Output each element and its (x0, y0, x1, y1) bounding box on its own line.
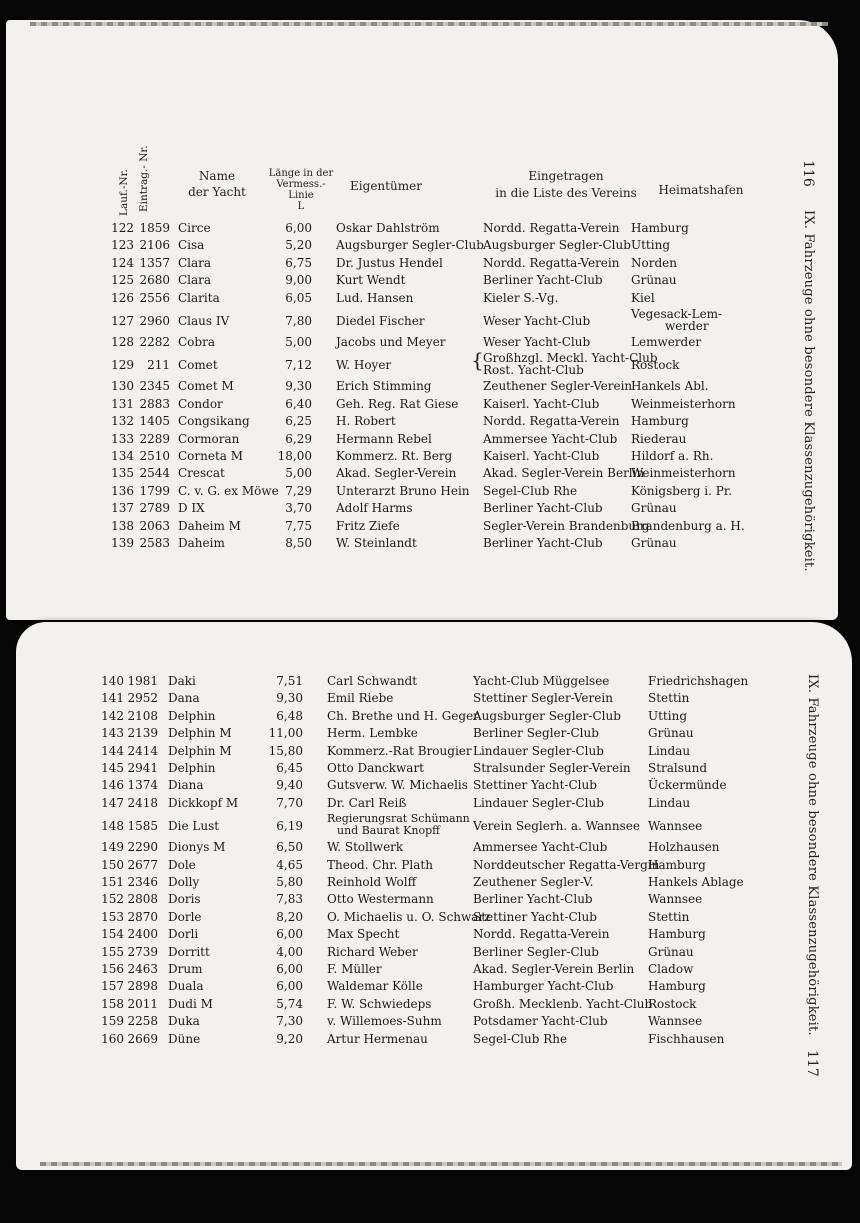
cell-len: 11,00 (268, 726, 303, 741)
cell-nr: 160 (101, 1031, 124, 1046)
cell-eintrag: 2789 (139, 501, 170, 516)
cell-eintrag: 2289 (139, 431, 170, 446)
cell-eintrag: 1585 (127, 819, 158, 834)
cell-nr: 153 (101, 909, 124, 924)
cell-len: 7,30 (276, 1014, 303, 1029)
cell-verein: Großh. Mecklenb. Yacht-Club (473, 996, 653, 1011)
cell-name: Congsikang (178, 414, 250, 429)
cell-hafen: Cladow (648, 962, 694, 976)
cell-nr: 126 (111, 290, 134, 305)
cell-name: Duka (168, 1014, 200, 1029)
cell-nr: 157 (101, 979, 124, 994)
cell-verein: Berliner Segler-Club (473, 944, 599, 959)
cell-name: Daheim (178, 536, 225, 550)
cell-nr: 142 (101, 708, 124, 723)
cell-hafen: Friedrichshagen (648, 674, 749, 688)
cell-len: 7,29 (285, 483, 312, 498)
cell-name: Dorle (168, 909, 202, 924)
header-name-line2: der Yacht (188, 185, 246, 199)
cell-eintrag: 2680 (139, 273, 170, 288)
header-laenge-line4: L (297, 201, 305, 212)
cell-eintrag: 2669 (127, 1031, 158, 1046)
cell-name: Dole (168, 857, 196, 872)
cell-name: Clara (178, 255, 212, 270)
cell-name: Delphin M (168, 743, 232, 758)
cell-verein: Stettiner Yacht-Club (473, 778, 597, 793)
cell-owner: Max Specht (327, 927, 400, 942)
cell-hafen: Kiel (631, 290, 655, 305)
cell-hafen: Wannsee (648, 892, 703, 907)
cell-verein: Augsburger Segler-Club (473, 708, 621, 723)
cell-owner2: und Baurat Knopff (337, 824, 440, 838)
cell-len: 9,20 (276, 1031, 303, 1046)
cell-len: 7,51 (276, 674, 303, 688)
cell-verein: Zeuthener Segler-V. (473, 875, 594, 889)
cell-name: Diana (168, 778, 204, 793)
cell-verein2: Rost. Yacht-Club (483, 363, 584, 378)
cell-name: Die Lust (168, 819, 220, 834)
cell-nr: 134 (111, 449, 134, 463)
cell-owner: Jacobs und Meyer (336, 335, 446, 349)
cell-name: Circe (178, 221, 211, 235)
cell-hafen: Vegesack-Lem- (631, 307, 723, 321)
cell-name: Delphin (168, 761, 216, 775)
cell-len: 8,50 (285, 536, 312, 550)
cell-name: Clarita (178, 290, 220, 305)
cell-eintrag: 2941 (127, 761, 158, 775)
cell-verein: Nordd. Regatta-Verein (483, 221, 620, 235)
cell-nr: 139 (111, 536, 134, 550)
cell-len: 9,30 (285, 379, 312, 394)
header-lauf-nr: Lauf.-Nr. (118, 169, 130, 216)
cell-name: Dana (168, 691, 200, 706)
cell-owner: H. Robert (336, 414, 396, 429)
cell-verein: Nordd. Regatta-Verein (483, 414, 620, 429)
cell-len: 6,40 (285, 396, 312, 411)
cell-eintrag: 1374 (127, 778, 158, 793)
cell-owner: O. Michaelis u. O. Schwarz (327, 909, 491, 924)
cell-owner: Richard Weber (327, 944, 418, 959)
cell-owner: Lud. Hansen (336, 290, 414, 305)
cell-verein: Großhzgl. Meckl. Yacht-Club (483, 351, 658, 366)
cell-len: 9,30 (276, 691, 303, 706)
cell-hafen: Rostock (648, 996, 697, 1011)
cell-eintrag: 2346 (127, 875, 158, 889)
cell-len: 6,50 (276, 840, 303, 855)
header-eingetragen-line2: in die Liste des Vereins (495, 186, 637, 200)
header-eintrag-nr: Eintrag.- Nr. (138, 145, 150, 212)
cell-hafen: Hamburg (631, 414, 689, 429)
cell-owner: Erich Stimming (336, 379, 432, 394)
cell-len: 6,29 (285, 431, 312, 446)
cell-nr: 147 (101, 795, 124, 810)
cell-len: 7,75 (285, 518, 312, 533)
cell-verein: Lindauer Segler-Club (473, 743, 604, 758)
header-eingetragen-line1: Eingetragen (528, 169, 604, 183)
cell-eintrag: 1859 (139, 221, 170, 235)
cell-verein: Hamburger Yacht-Club (473, 979, 614, 994)
cell-len: 3,70 (285, 501, 312, 516)
cell-name: Delphin (168, 708, 216, 723)
cell-owner: W. Stollwerk (327, 840, 404, 855)
cell-owner: Unterarzt Bruno Hein (336, 483, 470, 498)
cell-eintrag: 2108 (127, 708, 158, 723)
cell-owner: Otto Danckwart (327, 761, 425, 775)
cell-nr: 137 (111, 501, 134, 516)
cell-verein: Berliner Yacht-Club (473, 892, 593, 907)
cell-verein: Nordd. Regatta-Verein (483, 255, 620, 270)
cell-nr: 152 (101, 892, 124, 907)
cell-owner: Reinhold Wolff (327, 875, 417, 889)
cell-eintrag: 2739 (127, 944, 158, 959)
cell-owner: F. W. Schwiedeps (327, 996, 432, 1011)
page-edge-stripe (30, 22, 828, 26)
bottom-page (16, 622, 852, 1170)
cell-owner: W. Hoyer (336, 358, 392, 373)
cell-nr: 133 (111, 431, 134, 446)
cell-hafen: Hamburg (648, 927, 706, 942)
cell-verein: Lindauer Segler-Club (473, 795, 604, 810)
cell-nr: 130 (111, 379, 134, 394)
cell-nr: 146 (101, 778, 124, 793)
cell-eintrag: 2544 (139, 466, 170, 481)
cell-hafen: Fischhausen (648, 1031, 725, 1046)
cell-len: 7,80 (285, 314, 312, 328)
cell-len: 4,65 (276, 857, 303, 872)
header-laenge-line2: Vermess.- (276, 179, 326, 190)
cell-verein: Berliner Yacht-Club (483, 501, 603, 516)
cell-nr: 150 (101, 857, 124, 872)
cell-owner: Dr. Carl Reiß (327, 795, 407, 810)
cell-nr: 143 (101, 726, 124, 741)
cell-hafen: Lemwerder (631, 335, 702, 349)
cell-name: Dorritt (168, 944, 210, 959)
side-title: IX. Fahrzeuge ohne besondere Klassenzugehörigkeit. (801, 210, 816, 572)
cell-eintrag: 2960 (139, 314, 170, 328)
cell-nr: 135 (111, 466, 134, 481)
cell-nr: 158 (101, 996, 124, 1011)
cell-name: Cisa (178, 238, 205, 253)
cell-verein: Verein Seglerh. a. Wannsee (473, 819, 640, 834)
cell-eintrag: 1405 (139, 414, 170, 429)
cell-owner: Emil Riebe (327, 691, 394, 706)
cell-owner: Ch. Brethe und H. Geger (327, 708, 479, 723)
cell-hafen: Stettin (648, 691, 690, 706)
cell-verein: Zeuthener Segler-Verein (483, 379, 633, 394)
cell-len: 5,20 (285, 238, 312, 253)
cell-len: 6,00 (285, 221, 312, 235)
cell-hafen: Utting (648, 708, 688, 723)
cell-len: 6,25 (285, 414, 312, 429)
cell-len: 7,83 (276, 892, 303, 907)
cell-name: Dolly (168, 875, 200, 889)
cell-nr: 155 (101, 944, 124, 959)
cell-name: Comet M (178, 379, 234, 394)
cell-nr: 132 (111, 414, 134, 429)
cell-eintrag: 2870 (127, 909, 158, 924)
cell-owner: v. Willemoes-Suhm (327, 1014, 442, 1029)
cell-verein: Stettiner Segler-Verein (473, 691, 613, 706)
cell-len: 5,74 (276, 996, 303, 1011)
cell-owner: F. Müller (327, 962, 382, 976)
cell-hafen: Utting (631, 238, 671, 253)
cell-name: Claus IV (178, 314, 230, 328)
cell-eintrag: 2011 (127, 996, 158, 1011)
header-eigentuemer: Eigentümer (350, 179, 422, 193)
cell-name: Dorli (168, 927, 199, 942)
cell-hafen: Grünau (631, 273, 677, 288)
cell-verein: Ammersee Yacht-Club (483, 431, 618, 446)
cell-len: 18,00 (277, 449, 312, 463)
cell-name: Duala (168, 979, 204, 994)
cell-hafen: Grünau (648, 726, 694, 741)
cell-eintrag: 2139 (127, 726, 158, 741)
cell-verein: Kaiserl. Yacht-Club (483, 396, 600, 411)
cell-name: C. v. G. ex Möwe (178, 483, 279, 498)
cell-hafen: Stralsund (648, 761, 708, 775)
cell-owner: Diedel Fischer (336, 314, 425, 328)
cell-nr: 125 (111, 273, 134, 288)
cell-nr: 154 (101, 927, 124, 942)
cell-verein: Akad. Segler-Verein Berlin (473, 962, 635, 976)
cell-name: Cobra (178, 335, 215, 349)
cell-owner: Hermann Rebel (336, 431, 432, 446)
side-title: IX. Fahrzeuge ohne besondere Klassenzugehörigkeit. (805, 674, 820, 1036)
header-name (174, 168, 260, 200)
cell-hafen: Ückermünde (648, 778, 727, 793)
cell-owner: Augsburger Segler-Club (336, 238, 484, 253)
cell-nr: 151 (101, 875, 124, 889)
cell-eintrag: 2883 (139, 396, 170, 411)
cell-verein: Nordd. Regatta-Verein (473, 927, 610, 942)
cell-len: 5,00 (285, 335, 312, 349)
cell-hafen: Stettin (648, 909, 690, 924)
cell-name: Drum (168, 962, 203, 976)
page-number: 116 (800, 160, 816, 187)
cell-owner: Herm. Lembke (327, 726, 418, 741)
cell-owner: Kommerz. Rt. Berg (336, 449, 453, 463)
cell-eintrag: 2677 (127, 857, 158, 872)
cell-nr: 136 (111, 483, 134, 498)
cell-len: 7,70 (276, 795, 303, 810)
header-name-line1: Name (198, 169, 236, 183)
cell-name: Daheim M (178, 518, 241, 533)
cell-verein: Berliner Segler-Club (473, 726, 599, 741)
cell-verein: Stralsunder Segler-Verein (473, 761, 631, 775)
cell-hafen: Brandenburg a. H. (631, 518, 745, 533)
cell-hafen: Riederau (631, 431, 687, 446)
cell-owner: Artur Hermenau (327, 1031, 428, 1046)
brace-mark: { (471, 348, 484, 373)
cell-len: 9,00 (285, 273, 312, 288)
cell-len: 6,45 (276, 761, 303, 775)
cell-hafen: Wannsee (648, 819, 703, 834)
cell-owner: Waldemar Kölle (327, 979, 423, 994)
cell-eintrag: 2290 (127, 840, 158, 855)
cell-name: Cormoran (178, 431, 240, 446)
cell-len: 5,80 (276, 875, 303, 889)
cell-len: 6,19 (276, 819, 303, 834)
cell-eintrag: 2898 (127, 979, 158, 994)
cell-len: 6,75 (285, 255, 312, 270)
cell-verein: Weser Yacht-Club (483, 335, 591, 349)
header-eingetragen (476, 168, 656, 202)
cell-len: 4,00 (276, 944, 303, 959)
cell-len: 6,48 (276, 708, 303, 723)
cell-verein: Kaiserl. Yacht-Club (483, 449, 600, 463)
cell-len: 6,00 (276, 979, 303, 994)
cell-name: Clara (178, 273, 212, 288)
cell-hafen: Hildorf a. Rh. (631, 449, 714, 463)
cell-len: 6,00 (276, 962, 303, 976)
cell-len: 15,80 (268, 743, 303, 758)
cell-nr: 148 (101, 819, 124, 834)
top-page (6, 20, 838, 620)
cell-verein: Segler-Verein Brandenburg (483, 518, 650, 533)
cell-nr: 122 (111, 221, 134, 235)
cell-hafen: Weinmeisterhorn (631, 396, 736, 411)
cell-nr: 159 (101, 1014, 124, 1029)
cell-hafen: Weinmeisterhorn (631, 466, 736, 481)
cell-len: 6,00 (276, 927, 303, 942)
cell-name: Condor (178, 396, 223, 411)
cell-verein: Augsburger Segler-Club (483, 238, 631, 253)
cell-owner: Gutsverw. W. Michaelis (327, 778, 468, 793)
cell-owner: Theod. Chr. Plath (327, 857, 433, 872)
cell-owner: Fritz Ziefe (336, 518, 400, 533)
cell-eintrag: 211 (147, 358, 170, 373)
cell-nr: 128 (111, 335, 134, 349)
cell-owner: Kommerz.-Rat Brougier (327, 743, 472, 758)
cell-eintrag: 2345 (139, 379, 170, 394)
cell-owner: Carl Schwandt (327, 674, 418, 688)
cell-owner: Adolf Harms (336, 501, 413, 516)
cell-hafen: Hamburg (648, 979, 706, 994)
cell-verein: Berliner Yacht-Club (483, 536, 603, 550)
cell-hafen: Lindau (648, 795, 691, 810)
cell-name: Corneta M (178, 449, 244, 463)
cell-hafen: Grünau (631, 501, 677, 516)
cell-len: 6,05 (285, 290, 312, 305)
header-laenge-line1: Länge in der (268, 168, 334, 179)
cell-hafen: Königsberg i. Pr. (631, 483, 733, 498)
cell-verein: Norddeutscher Regatta-Vergin (473, 857, 660, 872)
cell-hafen: Hamburg (648, 857, 706, 872)
cell-verein: Berliner Yacht-Club (483, 273, 603, 288)
cell-eintrag: 2414 (127, 743, 158, 758)
cell-hafen: Grünau (631, 536, 677, 550)
cell-eintrag: 2556 (139, 290, 170, 305)
cell-nr: 129 (111, 358, 134, 373)
cell-eintrag: 2952 (127, 691, 158, 706)
cell-nr: 145 (101, 761, 124, 775)
header-heimatshafen: Heimatshafen (658, 183, 744, 197)
cell-eintrag: 2418 (127, 795, 158, 810)
header-laenge-line3: Linie (288, 190, 314, 201)
cell-eintrag: 2282 (139, 335, 170, 349)
cell-owner: Otto Westermann (327, 892, 434, 907)
cell-hafen: Norden (631, 255, 677, 270)
cell-owner: Geh. Reg. Rat Giese (336, 396, 459, 411)
cell-eintrag: 1981 (127, 674, 158, 688)
cell-hafen: Rostock (631, 358, 680, 373)
cell-hafen: Grünau (648, 944, 694, 959)
cell-hafen: Hankels Abl. (631, 379, 709, 394)
cell-nr: 141 (101, 691, 124, 706)
cell-hafen: Hamburg (631, 221, 689, 235)
cell-nr: 131 (111, 396, 134, 411)
cell-owner: Kurt Wendt (336, 273, 406, 288)
cell-eintrag: 2063 (139, 518, 170, 533)
cell-eintrag: 2400 (127, 927, 158, 942)
cell-name: Dickkopf M (168, 795, 239, 810)
cell-verein: Segel-Club Rhe (483, 483, 578, 498)
cell-verein: Ammersee Yacht-Club (473, 840, 608, 855)
cell-owner: W. Steinlandt (336, 536, 417, 550)
cell-nr: 149 (101, 840, 124, 855)
cell-len: 9,40 (276, 778, 303, 793)
cell-eintrag: 2258 (127, 1014, 158, 1029)
cell-name: Dudi M (168, 996, 213, 1011)
cell-nr: 138 (111, 518, 134, 533)
cell-hafen: Hankels Ablage (648, 875, 744, 889)
cell-hafen: Lindau (648, 743, 691, 758)
cell-eintrag: 2510 (139, 449, 170, 463)
cell-len: 7,12 (285, 358, 312, 373)
cell-name: Daki (168, 674, 196, 688)
cell-verein: Yacht-Club Müggelsee (473, 674, 610, 688)
cell-owner: Akad. Segler-Verein (336, 466, 457, 481)
cell-len: 5,00 (285, 466, 312, 481)
cell-verein: Weser Yacht-Club (483, 314, 591, 328)
cell-name: Delphin M (168, 726, 232, 741)
cell-verein: Potsdamer Yacht-Club (473, 1014, 608, 1029)
cell-name: D IX (178, 501, 205, 516)
cell-verein: Segel-Club Rhe (473, 1031, 568, 1046)
cell-eintrag: 1799 (139, 483, 170, 498)
cell-eintrag: 2583 (139, 536, 170, 550)
cell-nr: 127 (111, 314, 134, 328)
cell-owner: Regierungsrat Schümann (327, 812, 470, 826)
cell-nr: 124 (111, 255, 134, 270)
cell-name: Doris (168, 892, 201, 907)
cell-eintrag: 1357 (139, 255, 170, 270)
cell-nr: 140 (101, 674, 124, 688)
cell-name: Dionys M (168, 840, 226, 855)
cell-owner: Dr. Justus Hendel (336, 255, 443, 270)
cell-hafen: Wannsee (648, 1014, 703, 1029)
cell-nr: 156 (101, 962, 124, 976)
cell-verein: Akad. Segler-Verein Berlin (483, 466, 645, 481)
page-edge-stripe (40, 1162, 842, 1166)
cell-owner: Oskar Dahlström (336, 221, 440, 235)
cell-eintrag: 2463 (127, 962, 158, 976)
cell-verein: Stettiner Yacht-Club (473, 909, 597, 924)
cell-eintrag: 2106 (139, 238, 170, 253)
cell-hafen: Holzhausen (648, 840, 720, 855)
cell-name: Comet (178, 358, 218, 373)
page-number: 117 (804, 1050, 820, 1077)
cell-nr: 144 (101, 743, 124, 758)
cell-hafen2: werder (665, 319, 709, 333)
cell-name: Düne (168, 1031, 201, 1046)
cell-len: 8,20 (276, 909, 303, 924)
cell-name: Crescat (178, 466, 225, 481)
cell-verein: Kieler S.-Vg. (483, 290, 559, 305)
cell-nr: 123 (111, 238, 134, 253)
cell-eintrag: 2808 (127, 892, 158, 907)
